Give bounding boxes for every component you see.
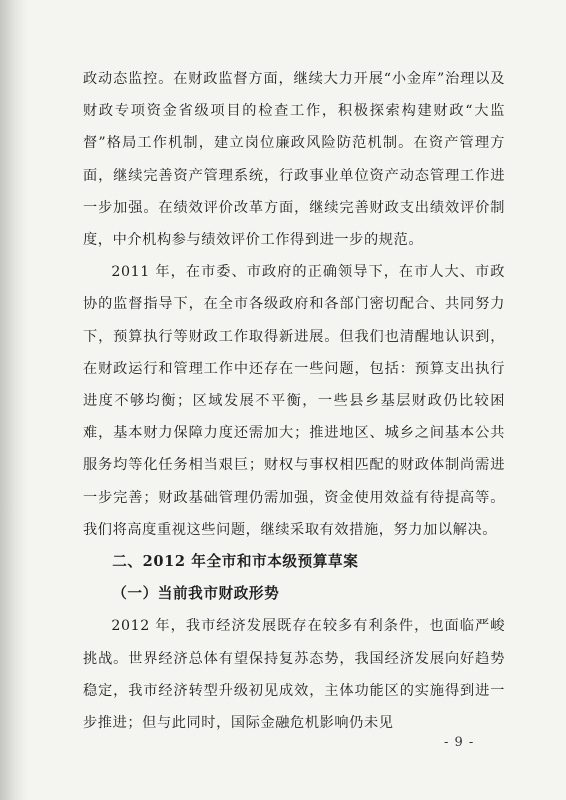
page-number: - 9 - [444,735,475,750]
subsection-heading: （一）当前我市财政形势 [112,585,280,603]
page-edge-shadow [0,0,28,800]
paragraph-2012-outlook: 2012 年，我市经济发展既存在较多有利条件，也面临严峻挑战。世界经济总体有望保持复苏态势，我国经济发展向好趋势稳定，我市经济转型升级初见成效，主体功能区的实施得到进一步推进；但与此同时，国际金融危机影响仍未见 [83,618,505,732]
page-body [83,63,505,739]
section-heading: 二、2012 年全市和市本级预算草案 [112,553,359,571]
paragraph-2011-summary: 2011 年，在市委、市政府的正确领导下，在市人大、市政协的监督指导下，在全市各级政府和各部门密切配合、共同努力下，预算执行等财政工作取得新进展。但我们也清醒地认识到，在财政运行和管理工作中还存在一些问题，包括：预算支出执行进度不够均衡；区域发展不平衡，一些县乡基层财政仍比较困难，基本财力保障力度还需加大；推进地区、城乡之间基本公共服务均等化任务相当艰巨；财权与事权相匹配的财政体制尚需进一步完善；财政基础管理仍需加强，资金使用效益有待提高等。我们将高度重视这些问题，继续采取有效措施，努力加以解决。 [83,264,505,538]
paragraph-continuation: 政动态监控。在财政监督方面，继续大力开展“小金库”治理以及财政专项资金省级项目的检查工作，积极探索构建财政“大监督”格局工作机制，建立岗位廉政风险防范机制。在资产管理方面，继续完善资产管理系统，行政事业单位资产动态管理工作进一步加强。在绩效评价改革方面，继续完善财政支出绩效评价制度，中介机构参与绩效评价工作得到进一步的规范。 [83,71,505,249]
